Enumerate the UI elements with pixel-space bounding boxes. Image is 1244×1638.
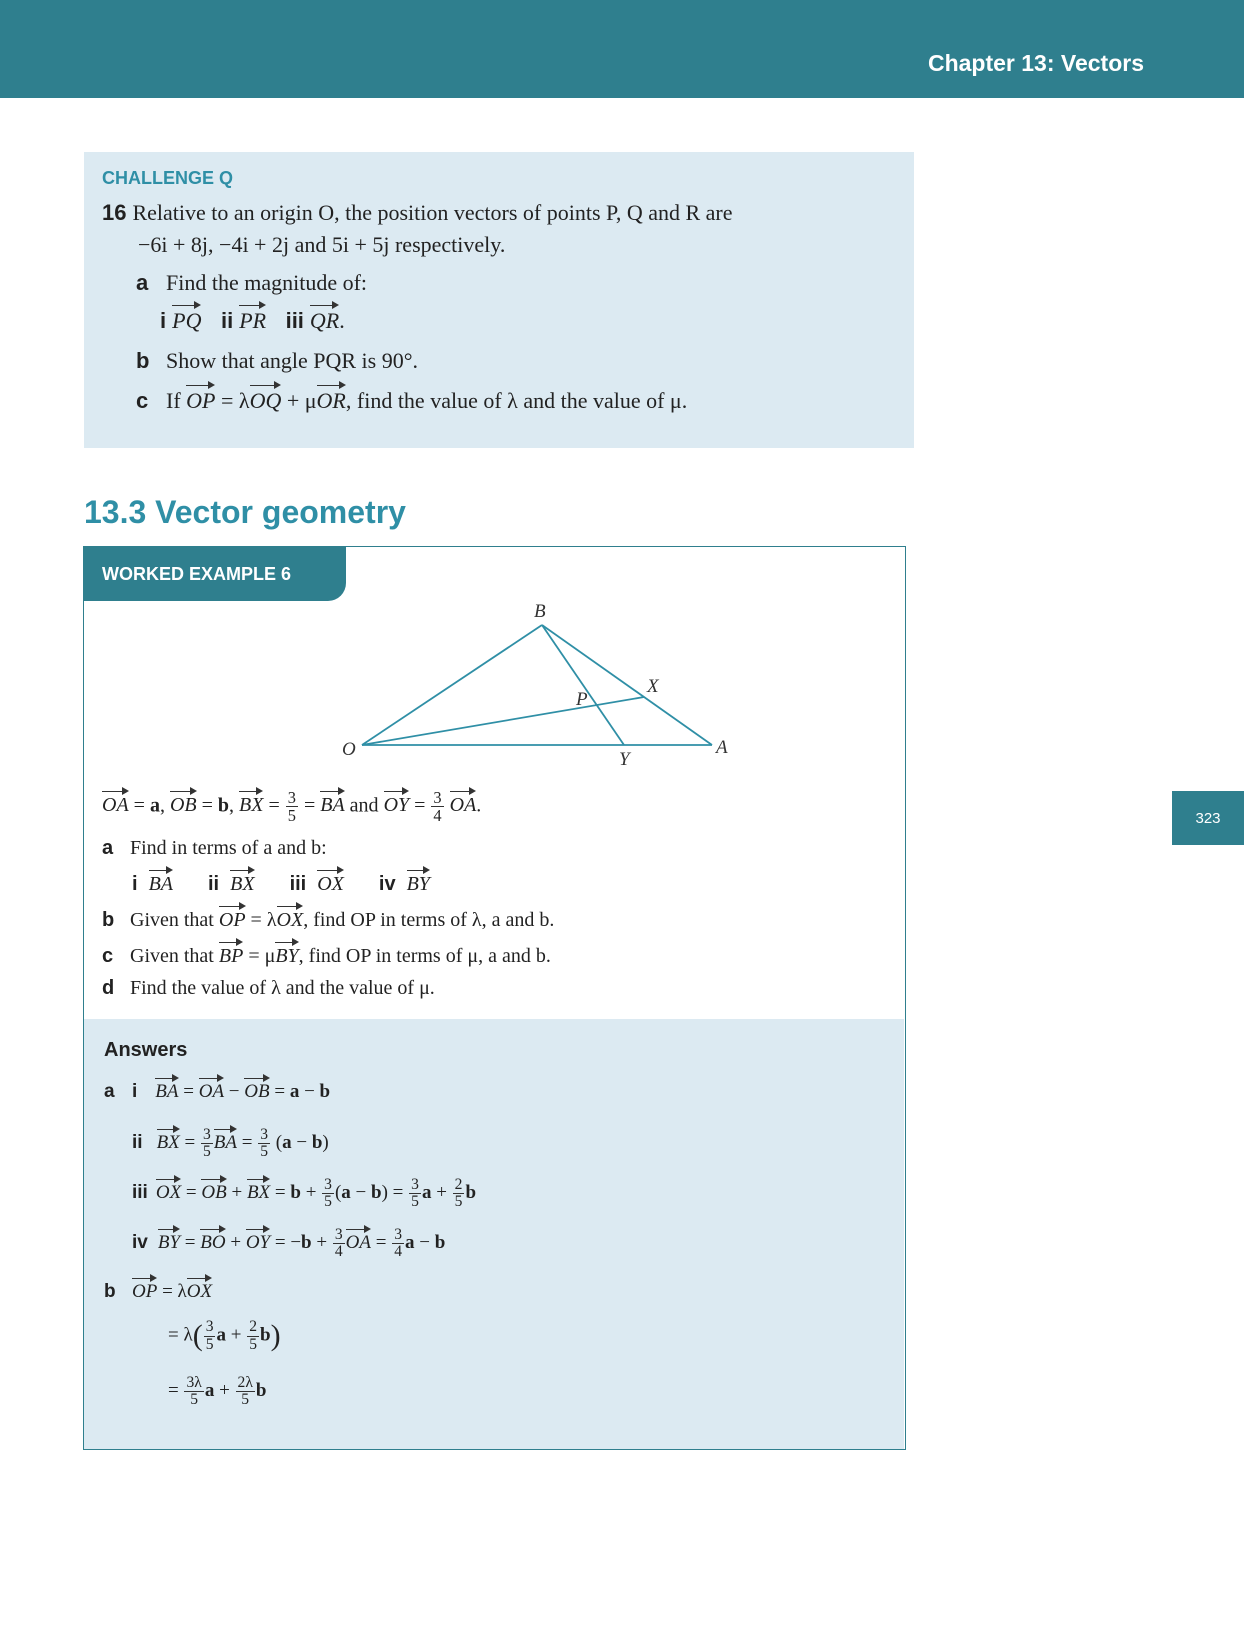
answer-a-iv: iv BY = BO + OY = −b + $\frac{3}{4}$ OA = $\frac{3}{4}$ a − b: [132, 1226, 446, 1261]
answer-b-line1: b OP = λOX: [104, 1281, 213, 1302]
we-part-a-items: [132, 873, 430, 896]
triangle-diagram: [334, 597, 734, 797]
we-part-b-text: find OP in terms of λ, a and b.: [313, 909, 555, 931]
challenge-box: [84, 152, 914, 448]
we-part-c: c Given that BP = μBY, find OP in terms of μ, a and b.: [102, 945, 551, 967]
we-item-i: i: [132, 873, 138, 895]
question-vectors: −6i + 8j, −4i + 2j and 5i + 5j respectively.: [138, 232, 506, 257]
label-x: X: [647, 676, 659, 697]
answer-a-ii: ii BX = $\frac{3}{5}$ BA = $\frac{3}{5}$ (a − b): [132, 1126, 329, 1161]
label-o: O: [342, 739, 356, 760]
answer-b-line3: = $\frac{3\lambda}{5}$ a + $\frac{2\lambda}{5}$ b: [168, 1374, 267, 1409]
answer-b-line2: = λ( $\frac{3}{5}$ a + $\frac{2}{5}$ b): [168, 1318, 281, 1353]
line-ox: [362, 697, 644, 745]
we-item-iv: iv: [378, 873, 396, 895]
we-part-b: b Given that OP = λOX, find OP in terms of λ, a and b.: [102, 909, 555, 931]
answer-a-i: a i BA = OA − OB = a − b: [104, 1081, 331, 1102]
we-vector-ba: BA: [148, 873, 173, 895]
part-a-text: Find the magnitude of:: [166, 270, 368, 295]
we-part-a: [102, 837, 327, 860]
challenge-part-b: [136, 348, 418, 374]
given-statement: OA = a, OB = b, BX = $\frac{3}{5}$ = BA and OY = $\frac{3}{4}$ OA.: [102, 788, 482, 826]
line-by: [542, 625, 624, 745]
item-iii: iii: [285, 308, 304, 333]
we-part-d-label: d: [102, 977, 115, 999]
chapter-title: Chapter 13: Vectors: [927, 50, 1144, 76]
challenge-part-a: [136, 270, 367, 296]
question-number: 16: [102, 200, 127, 225]
part-c-text: find the value of λ and the value of μ.: [356, 388, 688, 413]
label-a: A: [716, 737, 728, 758]
part-b-label: b: [136, 348, 150, 373]
answer-a-iii: iii OX = OB + BX = b + $\frac{3}{5}$ (a − b) = $\frac{3}{5}$ a + $\frac{2}{5}$ b: [132, 1176, 477, 1211]
challenge-label: CHALLENGE Q: [102, 168, 234, 188]
part-c-label: c: [136, 388, 149, 413]
vector-pq: PQ: [172, 308, 202, 333]
worked-example-label: WORKED EXAMPLE 6: [84, 547, 346, 601]
worked-example-box: [83, 546, 906, 1450]
challenge-part-a-items: i PQ ii PR iii QR.: [160, 308, 345, 333]
section-title: 13.3 Vector geometry: [84, 494, 406, 530]
edge-ba: [542, 625, 712, 745]
chapter-header-bar: [0, 0, 1244, 98]
we-vector-by: BY: [406, 873, 430, 895]
we-part-a-text: Find in terms of a and b:: [130, 837, 327, 859]
label-p: P: [576, 689, 588, 710]
edge-ob: [362, 625, 542, 745]
label-b: B: [534, 601, 546, 622]
part-a-label: a: [136, 270, 149, 295]
we-item-iii: iii: [289, 873, 307, 895]
answers-panel: [84, 1019, 904, 1449]
we-vector-ox: OX: [317, 873, 344, 895]
we-item-ii: ii: [208, 873, 220, 895]
vector-qr: QR: [309, 308, 340, 333]
we-part-b-label: b: [102, 909, 115, 931]
page-number: 323: [1172, 791, 1244, 845]
answers-title: Answers: [104, 1039, 188, 1061]
part-b-text: Show that angle PQR is 90°.: [166, 348, 419, 373]
we-vector-bx: BX: [230, 873, 255, 895]
we-part-c-text: find OP in terms of μ, a and b.: [308, 945, 551, 967]
vector-pr: PR: [239, 308, 267, 333]
we-part-d: [102, 977, 435, 1000]
item-ii: ii: [220, 308, 234, 333]
given-and: and: [349, 794, 379, 817]
we-part-a-label: a: [102, 837, 114, 859]
label-y: Y: [619, 749, 630, 770]
question-intro: Relative to an origin O, the position vectors of points P, Q and R are: [132, 200, 733, 225]
item-i: i: [160, 308, 167, 333]
we-part-c-label: c: [102, 945, 114, 967]
challenge-part-c: c If OP = λOQ + μOR, find the value of λ and the value of μ.: [136, 388, 688, 413]
challenge-question: [102, 197, 902, 261]
we-part-d-text: Find the value of λ and the value of μ.: [130, 977, 435, 999]
